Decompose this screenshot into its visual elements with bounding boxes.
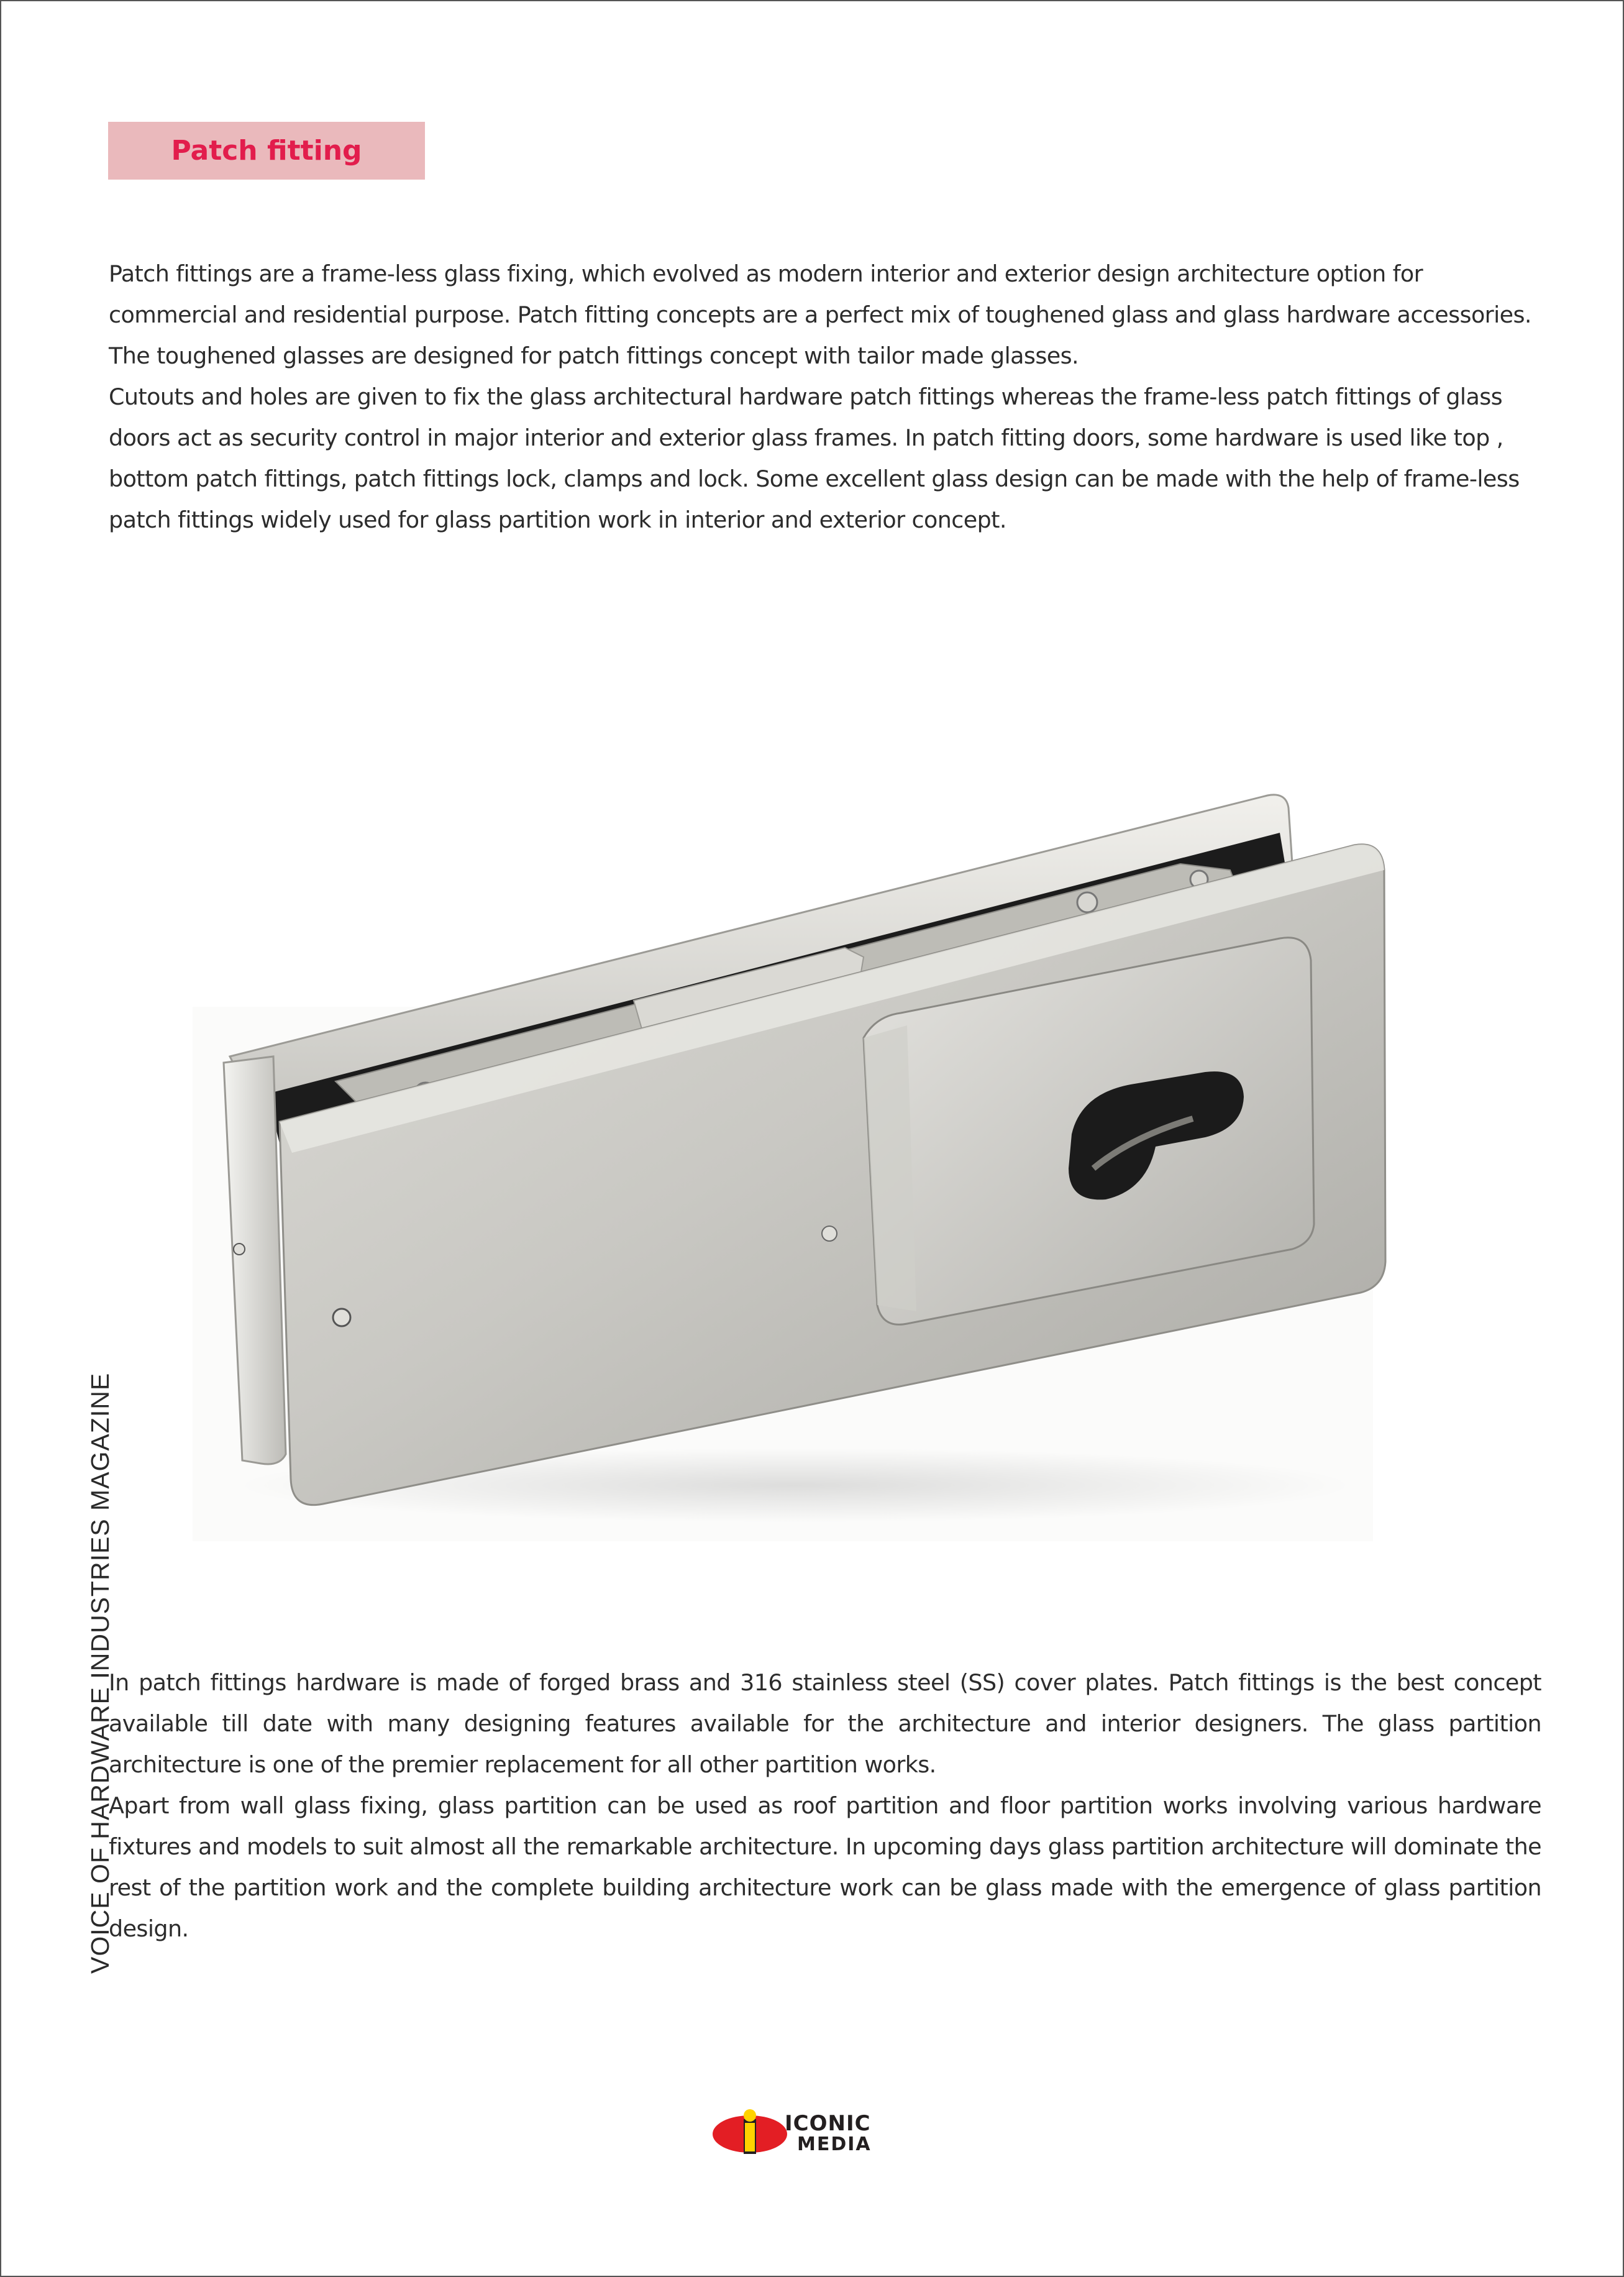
logo-line-1: ICONIC <box>785 2111 871 2136</box>
page-title: Patch fitting <box>171 135 362 167</box>
iconic-media-logo <box>711 2109 904 2156</box>
logo-mark-icon <box>711 2109 792 2156</box>
title-banner <box>108 122 425 180</box>
outro-paragraph-2: Apart from wall glass fixing, glass partition can be used as roof partition and floor partition works involving various hardware fixtures and models to suit almost all the remarkable architecture. In upcoming days glass partition architecture will dominate the rest of the partition work and the complete building architecture work can be glass made with the emergence of glass partition design. <box>109 1792 1541 1942</box>
intro-text <box>109 254 1543 541</box>
sidebar-magazine-label: VOICE OF HARDWARE INDUSTRIES MAGAZINE <box>86 1372 114 1974</box>
intro-paragraph-1: Patch fittings are a frame-less glass fixing, which evolved as modern interior and exterior design architecture option for commercial and residential purpose. Patch fitting concepts are a perfect mix of toughened glass and glass hardware accessories. The toughened glasses are designed for patch fittings concept with tailor made glasses. <box>109 260 1531 369</box>
outro-text <box>109 1662 1541 1949</box>
outro-paragraph-1: In patch fittings hardware is made of forged brass and 316 stainless steel (SS) cover plates. Patch fittings is the best concept available till date with many designing features available for the architecture and interior designers. The glass partition architecture is one of the premier replacement for all other partition works. <box>109 1669 1541 1778</box>
patch-fitting-lock-image <box>186 771 1404 1541</box>
intro-paragraph-2: Cutouts and holes are given to fix the glass architectural hardware patch fittings whereas the frame-less patch fittings of glass doors act as security control in major interior and exterior glass frames. In patch fitting doors, some hardware is used like top , bottom patch fittings, patch fittings lock, clamps and lock. Some excellent glass design can be made with the help of frame-less patch fittings widely used for glass partition work in interior and exterior concept. <box>109 383 1520 533</box>
logo-line-2: MEDIA <box>797 2133 872 2155</box>
